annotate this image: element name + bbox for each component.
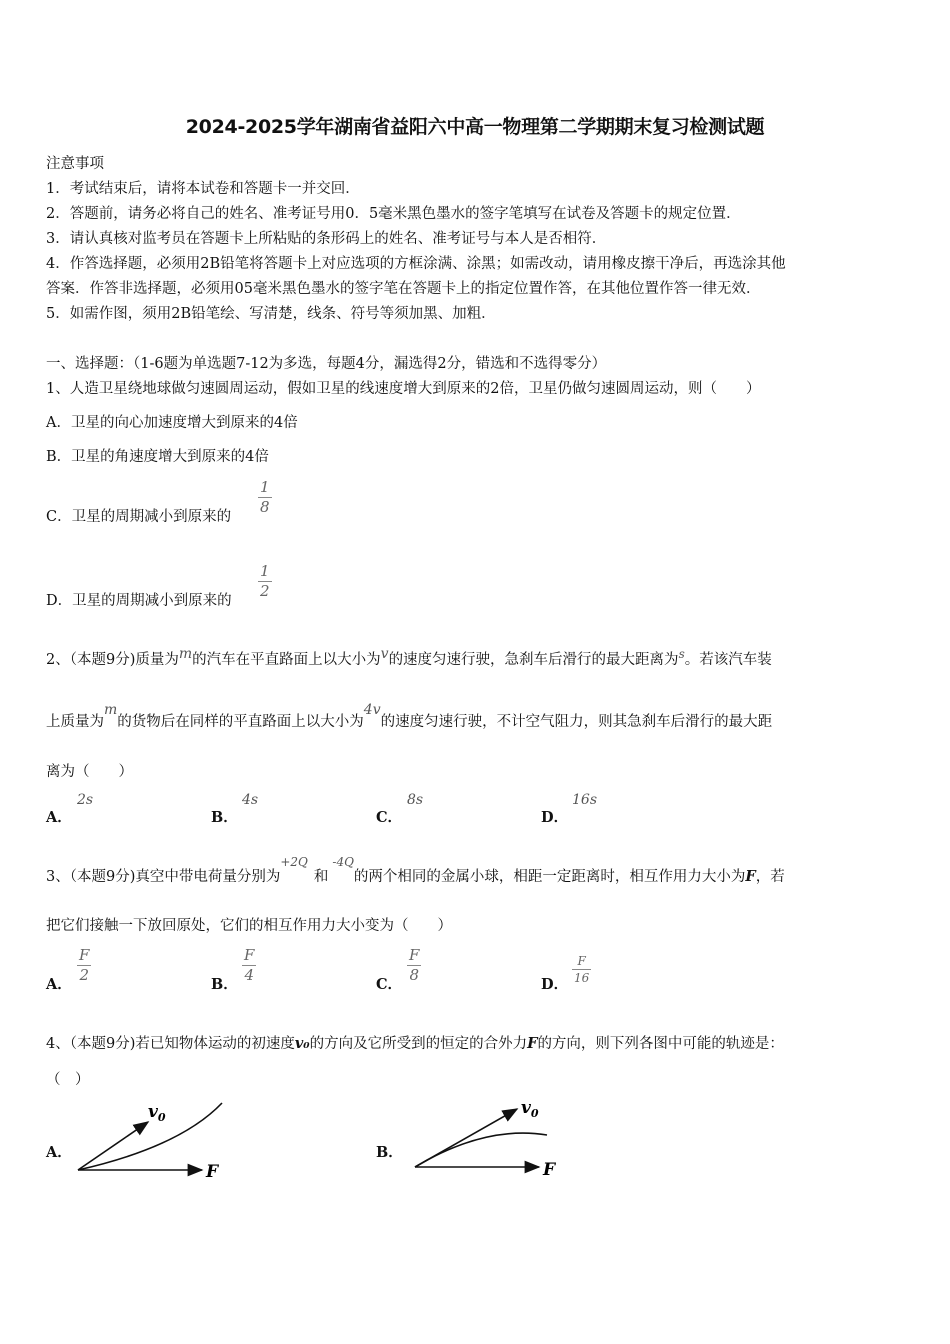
q3-option-a-label: A． bbox=[46, 976, 72, 993]
q2-text-1d: 。若该汽车装 bbox=[684, 652, 772, 668]
v0-arrow bbox=[78, 1122, 148, 1170]
q3-line-2: 把它们接触一下放回原处，它们的相互作用力大小变为（ ） bbox=[46, 918, 452, 934]
q2-line-2 bbox=[46, 702, 773, 731]
q3-option-c-fraction bbox=[407, 946, 421, 985]
q1-stem: 1、人造卫星绕地球做匀速圆周运动，假如卫星的线速度增大到原来的2倍，卫星仍做匀速圆周运动，则（ ） bbox=[46, 381, 761, 397]
q4-text-1a: 4、（本题9分)若已知物体运动的初速度 bbox=[46, 1036, 295, 1052]
force-label: F bbox=[206, 1162, 219, 1182]
q2-option-d-label: D． bbox=[541, 809, 569, 826]
q4-line-1 bbox=[46, 1032, 784, 1053]
trajectory-curve bbox=[415, 1133, 547, 1167]
q2-text-1b: 的汽车在平直路面上以大小为 bbox=[192, 652, 381, 668]
q3-text-1b: 的两个相同的金属小球，相距一定距离时，相互作用力大小为 bbox=[353, 869, 746, 885]
q1-c-fraction bbox=[258, 478, 272, 517]
q1-option-b: B．卫星的角速度增大到原来的4倍 bbox=[46, 449, 269, 465]
q2-option-c-value: 8s bbox=[407, 792, 424, 808]
q3-and: 和 bbox=[313, 869, 329, 885]
q3-option-c-num: F bbox=[409, 946, 420, 964]
v0-label: $v_0$ bbox=[521, 1098, 539, 1120]
q1-d-numerator: 1 bbox=[260, 562, 270, 580]
v0-label: $v_0$ bbox=[148, 1102, 166, 1124]
q3-option-b-fraction bbox=[242, 946, 256, 985]
notice-item-2: 2．答题前，请务必将自己的姓名、准考证号用0．5毫米黑色墨水的签字笔填写在试卷及答题卡的规定位置． bbox=[46, 206, 741, 222]
q3-option-d-fraction bbox=[572, 953, 591, 986]
q4-option-a-label: A． bbox=[46, 1144, 72, 1161]
q4-figure-b bbox=[405, 1095, 575, 1190]
notice-item-3: 3．请认真核对监考员在答题卡上所粘贴的条形码上的姓名、准考证号与本人是否相符． bbox=[46, 231, 607, 247]
q3-text-1a: 3、（本题9分)真空中带电荷量分别为 bbox=[46, 869, 281, 885]
q1-d-denominator: 2 bbox=[260, 582, 270, 600]
q2-text-1a: 2、（本题9分)质量为 bbox=[46, 652, 179, 668]
q1-option-a: A．卫星的向心加速度增大到原来的4倍 bbox=[46, 415, 298, 431]
q3-option-c-label: C． bbox=[376, 976, 403, 993]
q3-option-a-num: F bbox=[79, 946, 90, 964]
notice-item-4: 4．作答选择题，必须用2B铅笔将答题卡上对应选项的方框涂满、涂黑；如需改动，请用橡皮擦干净后，再选涂其他 bbox=[46, 256, 786, 272]
q3-text-1c: ，若 bbox=[755, 869, 785, 885]
q4-option-b-label: B． bbox=[376, 1144, 403, 1161]
q4-text-1b: 的方向及它所受到的恒定的合外力 bbox=[309, 1036, 528, 1052]
q3-option-c-den: 8 bbox=[409, 966, 419, 984]
q4-force-symbol: F bbox=[527, 1035, 538, 1052]
q3-force-symbol: F bbox=[745, 868, 756, 885]
q2-mass-symbol-2: m bbox=[104, 702, 118, 718]
q3-option-d-label: D． bbox=[541, 976, 569, 993]
q2-text-1c: 的速度匀速行驶，急刹车后滑行的最大距离为 bbox=[388, 652, 679, 668]
q2-option-c-label: C． bbox=[376, 809, 403, 826]
q1-option-c: C．卫星的周期减小到原来的 bbox=[46, 509, 232, 525]
q2-option-a-value: 2s bbox=[77, 792, 94, 808]
q2-text-2b: 的货物后在同样的平直路面上以大小为 bbox=[117, 714, 364, 730]
q2-option-a-label: A． bbox=[46, 809, 72, 826]
q2-mass-symbol: m bbox=[178, 646, 193, 662]
q2-distance-symbol: s bbox=[678, 647, 685, 661]
force-label: F bbox=[543, 1160, 556, 1180]
q3-charge-1: +2Q bbox=[280, 855, 308, 869]
q3-option-b-num: F bbox=[244, 946, 255, 964]
notice-item-4-cont: 答案．作答非选择题，必须用05毫米黑色墨水的签字笔在答题卡上的指定位置作答，在其他位置作答一律无效． bbox=[46, 281, 761, 297]
q3-line-1 bbox=[46, 855, 785, 886]
q4-v0-symbol: v₀ bbox=[294, 1035, 310, 1052]
q2-line-1 bbox=[46, 648, 772, 669]
q1-d-fraction bbox=[258, 562, 272, 601]
q3-option-d-num: F bbox=[572, 953, 591, 970]
notice-heading: 注意事项 bbox=[46, 156, 104, 172]
q2-option-d-value: 16s bbox=[572, 792, 597, 808]
notice-item-1: 1．考试结束后，请将本试卷和答题卡一并交回． bbox=[46, 181, 360, 197]
q4-text-1c: 的方向，则下列各图中可能的轨迹是： bbox=[537, 1036, 784, 1052]
q1-c-denominator: 8 bbox=[260, 498, 270, 516]
q3-option-b-den: 4 bbox=[244, 966, 254, 984]
section-heading: 一、选择题：（1-6题为单选题7-12为多选，每题4分，漏选得2分，错选和不选得零分） bbox=[46, 356, 607, 372]
q1-c-numerator: 1 bbox=[260, 478, 270, 496]
q3-option-d-den: 16 bbox=[574, 971, 590, 985]
page-title: 2024-2025学年湖南省益阳六中高一物理第二学期期末复习检测试题 bbox=[185, 116, 765, 138]
q2-line-3: 离为（ ） bbox=[46, 764, 133, 780]
notice-item-5: 5．如需作图，须用2B铅笔绘、写清楚，线条、符号等须加黑、加粗． bbox=[46, 306, 496, 322]
q4-figure-a bbox=[70, 1095, 240, 1190]
q3-option-a-den: 2 bbox=[79, 966, 89, 984]
q2-text-2c: 的速度匀速行驶，不计空气阻力，则其急刹车后滑行的最大距 bbox=[380, 714, 773, 730]
q2-velocity-symbol: v bbox=[380, 646, 389, 662]
q2-velocity-symbol-2: 4v bbox=[363, 702, 381, 718]
q4-line-2: （ ） bbox=[46, 1072, 90, 1088]
q2-text-2a: 上质量为 bbox=[46, 714, 104, 730]
q2-option-b-value: 4s bbox=[242, 792, 259, 808]
q3-option-b-label: B． bbox=[211, 976, 238, 993]
q3-charge-2: -4Q bbox=[332, 855, 354, 869]
q3-option-a-fraction bbox=[77, 946, 91, 985]
q2-option-b-label: B． bbox=[211, 809, 238, 826]
q1-option-d: D．卫星的周期减小到原来的 bbox=[46, 593, 232, 609]
